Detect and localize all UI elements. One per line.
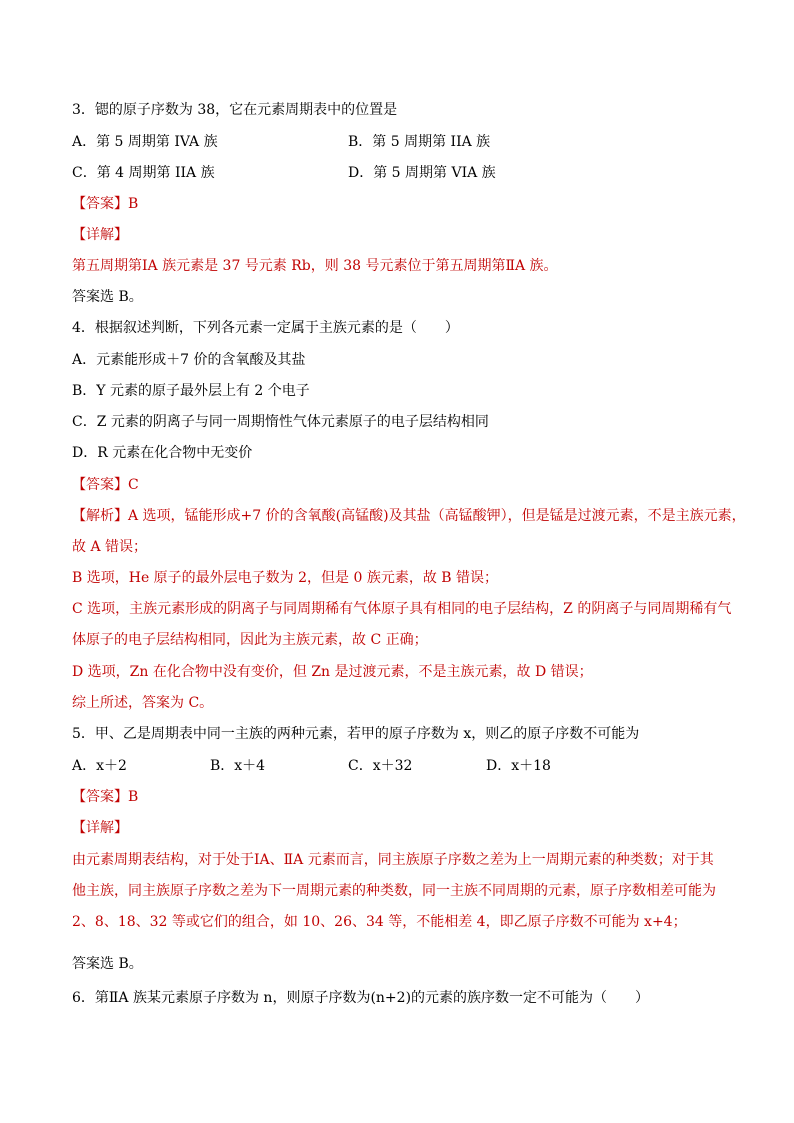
q5-option-c: C．x＋32: [348, 758, 413, 774]
q5-detail-title: 【详解】: [72, 820, 128, 836]
q5-option-b: B．x＋4: [210, 758, 266, 774]
q3-detail-conclusion: 答案选 B。: [72, 289, 143, 305]
q3-stem: 3．锶的原子序数为 38，它在元素周期表中的位置是: [72, 102, 398, 118]
q4-option-d: D．R 元素在化合物中无变价: [72, 445, 253, 461]
q4-analysis-line: 体原子的电子层结构相同，因此为主族元素，故 C 正确；: [72, 632, 428, 648]
q5-detail-conclusion: 答案选 B。: [72, 956, 143, 972]
q4-stem: 4．根据叙述判断，下列各元素一定属于主族元素的是（ ）: [72, 320, 459, 336]
q3-option-d: D．第 5 周期第 VIA 族: [348, 165, 496, 181]
q4-analysis-line: 【解析】A 选项，锰能形成+7 价的含氧酸(高锰酸)及其盐（高锰酸钾），但是锰是过渡元素，不是主族元素，: [72, 508, 746, 524]
q4-option-c: C．Z 元素的阴离子与同一周期惰性气体元素原子的电子层结构相同: [72, 414, 489, 430]
q3-option-a: A．第 5 周期第 IVA 族: [72, 134, 218, 150]
q4-answer: 【答案】C: [72, 477, 139, 493]
q5-option-d: D．x＋18: [486, 758, 551, 774]
q6-stem: 6．第ⅡA 族某元素原子序数为 n，则原子序数为(n+2)的元素的族序数一定不可能为（ ）: [72, 990, 650, 1006]
q3-answer: 【答案】B: [72, 196, 139, 212]
q3-detail-line: 第五周期第ⅠA 族元素是 37 号元素 Rb，则 38 号元素位于第五周期第ⅡA 族。: [72, 258, 558, 274]
q5-detail-line: 由元素周期表结构，对于处于ⅠA、ⅡA 元素而言，同主族原子序数之差为上一周期元素的种类数；对于其: [72, 852, 714, 868]
q4-analysis-line: D 选项，Zn 在化合物中没有变价，但 Zn 是过渡元素，不是主族元素，故 D 错误；: [72, 664, 593, 680]
q4-analysis-line: B 选项，He 原子的最外层电子数为 2，但是 0 族元素，故 B 错误；: [72, 570, 499, 586]
q5-answer: 【答案】B: [72, 789, 139, 805]
q4-analysis-conclusion: 综上所述，答案为 C。: [72, 695, 214, 711]
q4-analysis-line: C 选项，主族元素形成的阴离子与同周期稀有气体原子具有相同的电子层结构，Z 的阴离子与同周期稀有气: [72, 601, 732, 617]
q4-option-a: A．元素能形成＋7 价的含氧酸及其盐: [72, 352, 306, 368]
q3-option-b: B．第 5 周期第 IIA 族: [348, 134, 491, 150]
q4-option-b: B．Y 元素的原子最外层上有 2 个电子: [72, 383, 310, 399]
q5-detail-line: 2、8、18、32 等或它们的组合，如 10、26、34 等，不能相差 4，即乙原子序数不可能为 x+4；: [72, 914, 687, 930]
q3-option-c: C．第 4 周期第 IIA 族: [72, 165, 215, 181]
q3-detail-title: 【详解】: [72, 227, 128, 243]
q5-stem: 5．甲、乙是周期表中同一主族的两种元素，若甲的原子序数为 x，则乙的原子序数不可能为: [72, 726, 640, 742]
q5-option-a: A．x＋2: [72, 758, 127, 774]
q4-analysis-line: 故 A 错误；: [72, 539, 148, 555]
q5-detail-line: 他主族，同主族原子序数之差为下一周期元素的种类数，同一主族不同周期的元素，原子序数相差可能为: [72, 883, 716, 899]
